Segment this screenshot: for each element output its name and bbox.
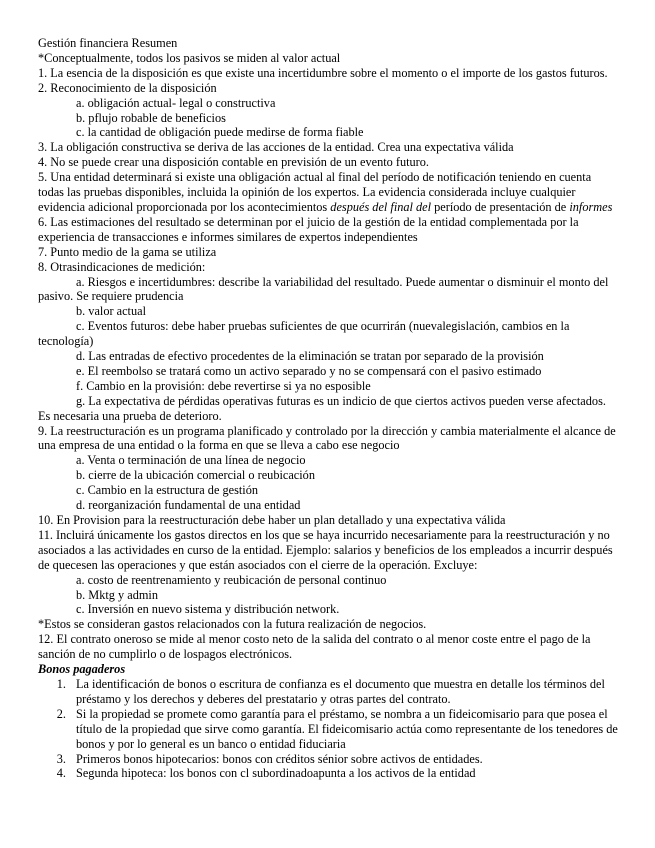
subitem-9a: a. Venta o terminación de una línea de negocio — [76, 453, 306, 468]
subitem-8a-text: a. Riesgos e incertidumbres: describe la variabilidad del resultado. Puede aumentar o disminuir el monto del pasivo. Se requiere prudencia — [38, 274, 609, 304]
item-8: 8. Otrasindicaciones de medición: — [38, 259, 206, 274]
subitem-8d: d. Las entradas de efectivo procedentes de la eliminación se tratan por separado de la provisión — [76, 349, 544, 364]
bonos-item-number: 2. — [56, 706, 66, 721]
subitem-9b: b. cierre de la ubicación comercial o reubicación — [76, 468, 315, 483]
bonos-item-number: 4. — [56, 766, 66, 781]
item-1: 1. La esencia de la disposición es que existe una incertidumbre sobre el momento o el importe de los gastos futuros. — [38, 65, 608, 80]
item-4: 4. No se puede crear una disposición contable en previsión de un evento futuro. — [38, 155, 429, 170]
bonos-item-2 — [38, 707, 619, 752]
bonos-item-text: Primeros bonos hipotecarios: bonos con créditos sénior sobre activos de entidades. — [76, 751, 483, 766]
subitem-8g-text: g. La expectativa de pérdidas operativas futuras es un indicio de que ciertos activos pueden verse afectados. Es necesaria una prueba de deterioro. — [38, 393, 606, 423]
note-line: *Conceptualmente, todos los pasivos se miden al valor actual — [38, 50, 341, 65]
subitem-8c — [38, 319, 619, 349]
bonos-item-4 — [38, 766, 619, 781]
item-6: 6. Las estimaciones del resultado se determinan por el juicio de la gestión de la entidad complementada por la experiencia de transacciones e informes similares de expertos independientes — [38, 214, 579, 244]
subitem-8e: e. El reembolso se tratará como un activo separado y no se compensará con el pasivo estimado — [76, 363, 542, 378]
subitem-8f: f. Cambio en la provisión: debe revertirse si ya no esposible — [76, 378, 371, 393]
item-5-italic-2: informes — [569, 199, 613, 214]
subitem-8a — [38, 275, 619, 305]
item-5-text-2: período de presentación de — [434, 199, 567, 214]
subitem-8g — [38, 394, 619, 424]
subitem-2c: c. la cantidad de obligación puede medirse de forma fiable — [76, 125, 364, 140]
subitem-8b: b. valor actual — [76, 304, 146, 319]
item-3: 3. La obligación constructiva se deriva de las acciones de la entidad. Crea una expectativa válida — [38, 140, 514, 155]
subitem-8c-text: c. Eventos futuros: debe haber pruebas suficientes de que ocurrirán (nuevalegislación, cambios en la tecnología) — [38, 319, 570, 349]
bonos-item-number: 1. — [56, 676, 66, 691]
subitem-11a: a. costo de reentrenamiento y reubicación de personal continuo — [76, 572, 387, 587]
item-5 — [38, 170, 619, 215]
subitem-11b: b. Mktg y admin — [76, 587, 158, 602]
subitem-9d: d. reorganización fundamental de una entidad — [76, 498, 301, 513]
section-heading-bonos: Bonos pagaderos — [38, 662, 126, 677]
bonos-item-3 — [38, 752, 619, 767]
bonos-item-number: 3. — [56, 751, 66, 766]
bonos-item-1 — [38, 677, 619, 707]
bonos-item-text: La identificación de bonos o escritura de confianza es el documento que muestra en detalle los términos del préstamo y los derechos y deberes del prestatario y otras partes del contrato. — [76, 676, 605, 706]
item-9: 9. La reestructuración es un programa planificado y controlado por la dirección y cambia materialmente el alcance de una empresa de una entidad o la forma en que se lleva a cabo ese negocio — [38, 423, 616, 453]
item-12: 12. El contrato oneroso se mide al menor costo neto de la salida del contrato o al menor coste entre el pago de la sanción de no cumplirlo o de lospagos electrónicos. — [38, 632, 591, 662]
item-5-italic: después del final del — [330, 199, 432, 214]
item-5-text: 5. Una entidad determinará si existe una obligación actual al final del período de notificación teniendo en cuenta todas las pruebas disponibles, incluida la opinión de los expertos. La evidencia considerada incluye cualquier evidencia adicional proporcionada por los acontecimientos — [38, 170, 592, 214]
item-7: 7. Punto medio de la gama se utiliza — [38, 244, 217, 259]
item-11: 11. Incluirá únicamente los gastos directos en los que se haya incurrido necesariamente para la reestructuración y no asociados a las actividades en curso de la entidad. Ejemplo: salarios y beneficios de los empleados a incurrir después de quecesen las operaciones y que están asociados con el cierre de la operación. Excluye: — [38, 527, 613, 572]
item-2: 2. Reconocimiento de la disposición — [38, 80, 217, 95]
item-10: 10. En Provision para la reestructuración debe haber un plan detallado y una expectativa válida — [38, 513, 506, 527]
document-title: Gestión financiera Resumen — [38, 36, 178, 50]
bonos-item-text: Segunda hipoteca: los bonos con cl subordinadoapunta a los activos de la entidad — [76, 766, 476, 781]
bonos-item-text: Si la propiedad se promete como garantía para el préstamo, se nombra a un fideicomisario para que posea el título de la propiedad que sirve como garantía. El fideicomisario actúa como representante de los tenedores de bonos y por lo general es un banco o entidad fiduciaria — [76, 706, 618, 751]
subitem-2a: a. obligación actual- legal o constructiva — [76, 95, 276, 110]
subitem-11c: c. Inversión en nuevo sistema y distribución network. — [76, 602, 340, 617]
bonos-list — [38, 677, 619, 781]
subitem-9c: c. Cambio en la estructura de gestión — [76, 483, 259, 498]
note-line-2: *Estos se consideran gastos relacionados con la futura realización de negocios. — [38, 617, 427, 632]
subitem-2b: b. pflujo robable de beneficios — [76, 110, 226, 125]
